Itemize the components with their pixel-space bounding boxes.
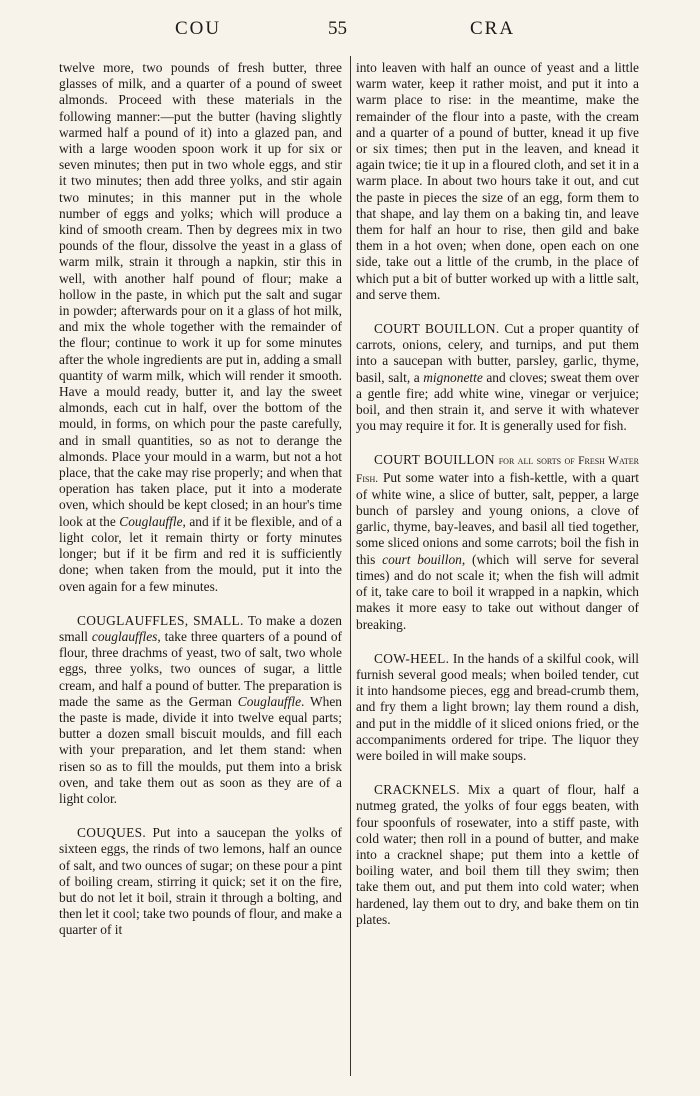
entry-text: and cloves; sweat them over a gentle fire; add white wine, vinegar or verjuice; boil, and then strain it, and serve it with whatever you may require it for. It is generally used for fish. (356, 369, 639, 434)
entry-text: Mix a quart of flour, half a nutmeg grated, the yolks of four eggs beaten, with four spoonfuls of rosewater, into a stiff paste, with cold water; then roll in a pound of butter, and make into a cracknel shape; put them into a kettle of boiling water, and boil them till they swim; then take them out, and put them into cold water; when hardened, lay them out to dry, and bake them on tin plates. (356, 782, 639, 927)
column-divider (350, 56, 351, 1076)
entry-couglauffles-small (59, 613, 342, 807)
continued-entry (59, 60, 342, 595)
entry-heading: COURT BOUILLON (374, 452, 495, 468)
entry-text: , (which will serve for several times) and do not scale it; when the fish will admit of it, take care to boil it wrapped in a napkin, which makes it more easy to take out without danger of breaking. (356, 551, 639, 632)
page-number: 55 (328, 18, 347, 39)
entry-text: , and if it be flexible, and of a light color, let it remain thirty or forty minutes longer; but if it be firm and red it is sufficiently done; when taken from the mould, put it into the oven again for a few minutes. (59, 513, 342, 594)
entry-text: In the hands of a skilful cook, will furnish several good meals; when boiled tender, cut it into handsome pieces, egg and bread-crumb them, and fry them a light brown; lay them round a dish, and put in the middle of it sliced onions fried, or the accompaniments ordered for tripe. The liquor they were boiled in will make soups. (356, 650, 639, 763)
entry-heading: COW-HEEL. (374, 650, 450, 666)
header-left-word: COU (175, 18, 222, 39)
entry-text: To make a dozen small (59, 612, 342, 644)
entry-text: into leaven with half an ounce of yeast and a little warm water, keep it rather moist, and put it into a warm place to rise: in the meantime, make the remainder of the flour into a paste, with the cream and a quarter of a pound of butter, knead it up five or six times; then put in the leaven, and knead it again twice; tie it up in a floured cloth, and set it in a warm place. In about two hours take it out, and cut the paste in pieces the size of an egg, form them to that shape, and lay them on a baking tin, and leave them for half an hour to rise, then gild and bake them in a hot oven; when done, open each on one side, take out a little of the crumb, in the place of which put a bit of butter worked up with a little salt, and serve them. (356, 60, 639, 302)
entry-text: twelve more, two pounds of fresh butter, three glasses of milk, and a quarter of a pound of sweet almonds. Proceed with these materials in the following manner:—put the butter (having slightly warmed half a pound of it) into a glazed pan, and with a large wooden spoon work it up for six or seven minutes; then put in two whole eggs, and stir it two minutes; then add three yolks, and stir again two minutes; in this manner put in the whole number of eggs and yolks; which will produce a kind of smooth cream. Then by degrees mix in two pounds of the flour, dissolve the yeast in a glass of warm milk, strain it through a napkin, stir this in well, with another half pound of flour; make a hollow in the paste, in which put the salt and sugar in powder; afterwards pour on it a glass of hot milk, and mix the whole together with the remainder of the flour; continue to work it up for some minutes after the whole ingredients are put in, adding a small quantity of warm milk, which will render it smooth. Have a mould ready, butter it, and lay the sweet almonds, each cut in half, over the bottom of the mould, in forms, on which pour the paste carefully, and in small quantities, so as not to derange the almonds. Place your mould in a warm, but not a hot place, that the cake may rise properly; and when that operation has taken place, put it into a moderate oven, which should be kept closed; in an hour's time look at the (59, 60, 342, 529)
entry-cracknels (356, 782, 639, 928)
entry-court-bouillon-fish (356, 452, 639, 632)
italic-term: couglauffles (91, 628, 158, 644)
left-column (59, 60, 342, 939)
running-header (0, 18, 700, 44)
entry-text: . When the paste is made, divide it into twelve equal parts; butter a dozen small biscuit moulds, and fill each with your preparation, and let them stand: when risen so as to fill the moulds, put them into a brisk oven, and take them out as soon as they are of a light color. (59, 693, 342, 806)
entry-text: , take three quarters of a pound of flour, three drachms of yeast, two of salt, two whole eggs, three yolks, two ounces of sugar, a little cream, and half a pound of butter. The preparation is made the same as the German (59, 628, 343, 709)
right-column (356, 60, 639, 928)
italic-term: Couglauffle (119, 513, 183, 529)
entry-heading: CRACKNELS. (374, 782, 460, 798)
entry-cow-heel (356, 651, 639, 764)
entry-text: Put some water into a fish-kettle, with a quart of white wine, a slice of butter, salt, pepper, a large bunch of parsley and young onions, a clove of garlic, thyme, bay-leaves, and basil all tied together, some sliced onions and some carrots; boil the fish in this (356, 469, 639, 567)
entry-text: Put into a saucepan the yolks of sixteen eggs, the rinds of two lemons, half an ounce of salt, and two ounces of sugar; on these pour a pint of boiling cream, stirring it quick; set it on the fire, but do not let it boil, strain it through a bolting, and then let it cool; take two pounds of flour, and make a quarter of it (59, 825, 342, 938)
entry-heading: COUQUES. (77, 825, 146, 841)
entry-heading: COUGLAUFFLES, SMALL. (77, 612, 244, 628)
italic-term: court bouillon (382, 551, 462, 567)
italic-term: mignonette (423, 369, 483, 385)
small-caps-subheading: for all sorts of Fresh Water Fish. (356, 455, 639, 485)
entry-couques (59, 825, 342, 938)
entry-court-bouillon (356, 321, 639, 434)
header-right-word: CRA (470, 18, 516, 39)
entry-heading: COURT BOUILLON. (374, 321, 500, 337)
italic-term: Couglauffle (237, 693, 302, 709)
continued-entry (356, 60, 639, 303)
entry-text: Cut a proper quantity of carrots, onions, celery, and turnips, and put them into a saucepan with butter, parsley, garlic, thyme, basil, salt, a (356, 321, 639, 385)
